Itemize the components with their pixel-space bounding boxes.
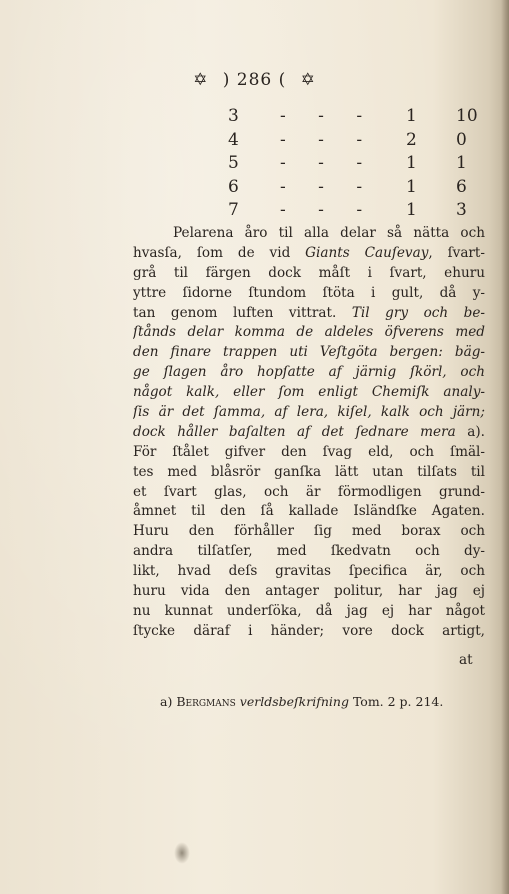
table-cell: 1	[406, 106, 417, 126]
table-cell: - - -	[280, 129, 363, 150]
text-line: ſtycke däraf i händer; vore dock artigt,	[133, 622, 485, 639]
ink-smudge	[174, 842, 190, 864]
italic-line: ſtånds delar komma de aldeles öfverens med	[133, 324, 485, 341]
text-line: yttre ſidorne ſtundom ſtöta i gult, då y-	[133, 284, 485, 301]
text-line	[133, 304, 485, 324]
italic-line: ſis är det ſamma, af lera, kiſel, kalk och järn;	[133, 404, 485, 421]
footnote-mark: a)	[160, 694, 173, 709]
text-line: et ſvart glas, och är förmodligen grund-	[133, 483, 485, 500]
page-header	[0, 70, 509, 90]
table-cell: 10	[456, 106, 478, 126]
catchword: at	[459, 652, 473, 668]
table-cell: 5	[228, 153, 239, 173]
text-line: likt, hvad deſs gravitas ſpecifica är, och	[133, 563, 485, 580]
page-edge-shadow	[501, 0, 509, 894]
table-cell: 1	[406, 153, 417, 173]
table-cell: 0	[456, 129, 467, 150]
text-run: , ſvart-	[428, 244, 485, 261]
body-text	[133, 224, 485, 642]
table-cell: 6	[228, 176, 239, 197]
footnote-ref-text: Tom. 2 p. 214.	[352, 694, 444, 709]
left-ornament-icon: ✡	[193, 70, 209, 90]
text-run: tan genom luften vittrat.	[133, 304, 352, 321]
text-line: Huru den förhåller ſig med borax och	[133, 523, 485, 540]
footnote	[160, 694, 443, 709]
footnote-author: Bergmans	[176, 694, 236, 709]
text-line: åmnet til den ſå kallade Isländſke Agaten.	[133, 503, 485, 520]
italic-run: Til gry och be-	[351, 304, 485, 321]
table-cell: 7	[228, 200, 239, 220]
table-cell: 2	[406, 129, 417, 150]
text-line	[133, 423, 485, 443]
page-number: ) 286 (	[222, 70, 287, 90]
text-line: huru vida den antager politur, har jag ej	[133, 583, 485, 600]
table-cell: 6	[456, 176, 467, 197]
text-line: andra tilſatſer, med ſkedvatn och dy-	[133, 543, 485, 560]
table-cell: 1	[456, 153, 467, 173]
table-cell: - - -	[280, 176, 363, 197]
table-cell: - - -	[280, 106, 363, 126]
table-cell: 3	[456, 200, 467, 220]
italic-line: den finare trappen uti Veſtgöta bergen: bäg-	[133, 344, 485, 361]
text-run: hvasſa, ſom de vid	[133, 244, 306, 261]
text-line	[133, 244, 485, 264]
italic-line: ge ſlagen åro hopſatte af järnig ſkörl, och	[133, 364, 485, 381]
italic-run: dock håller baſalten af det ſednare mera	[133, 423, 456, 440]
italic-run: Giants Cauſevay	[305, 244, 429, 261]
text-line: nu kunnat underſöka, då jag ej har något	[133, 602, 485, 619]
right-ornament-icon: ✡	[300, 70, 316, 90]
text-line: grå til färgen dock måſt i ſvart, ehuru	[133, 264, 485, 281]
table-cell: - - -	[280, 200, 363, 220]
italic-line: något kalk, eller ſom enligt Chemiſk analy-	[133, 384, 485, 401]
table-cell: 3	[228, 106, 239, 126]
footnote-ref: a).	[455, 423, 485, 440]
table-cell: 4	[228, 129, 239, 150]
footnote-title: verldsbeſkrifning	[239, 694, 349, 709]
text-line: Pelarena åro til alla delar så nätta och	[173, 225, 485, 241]
table-cell: 1	[406, 176, 417, 197]
table-cell: 1	[406, 200, 417, 220]
text-line: För ſtålet gifver den ſvag eld, och ſmäl-	[133, 443, 485, 460]
table-cell: - - -	[280, 153, 363, 173]
text-line: tes med blåsrör ganſka lätt utan tilſats til	[133, 463, 485, 480]
